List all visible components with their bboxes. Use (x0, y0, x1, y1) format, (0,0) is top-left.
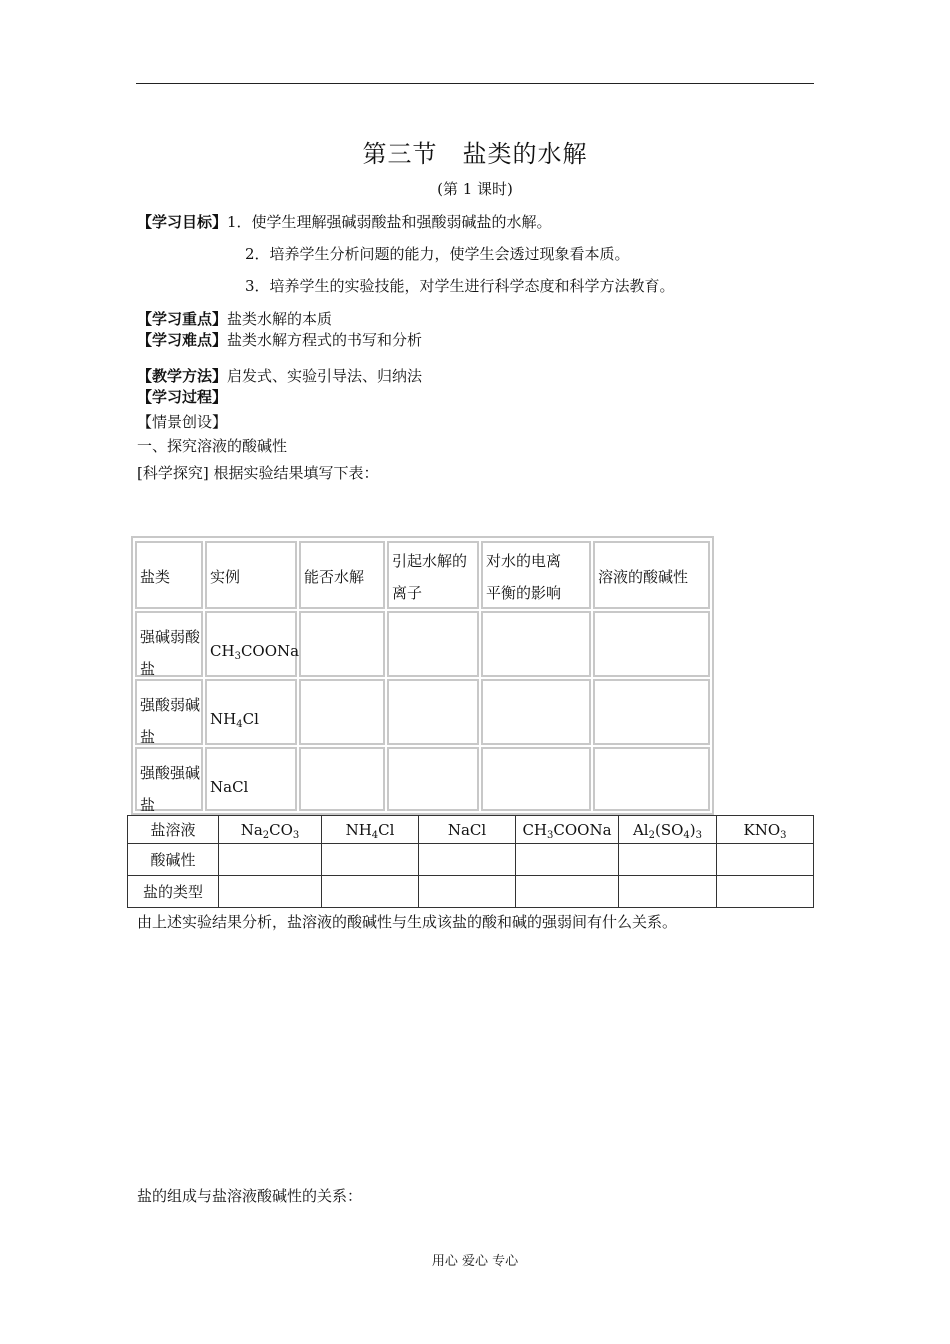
page-title: 第三节 盐类的水解 (362, 140, 588, 168)
objective-2: 2．培养学生分析问题的能力，使学生会透过现象看本质。 (245, 245, 630, 263)
header-rule (136, 83, 814, 84)
table2-salt-cell: $Na_2CO_3$ (219, 816, 322, 844)
table1-example-cell: NaCl (205, 747, 297, 811)
table1-blank-cell[interactable] (299, 679, 385, 745)
method-text: 启发式、实验引导法、归纳法 (227, 367, 423, 385)
table2-salt-cell: $KNO_3$ (717, 816, 814, 844)
difficulty-label: 【学习难点】 (137, 331, 228, 349)
table1-header-cell: 对水的电离 平衡的影响 (481, 541, 591, 609)
table2-row-label: 酸碱性 (128, 844, 219, 876)
section-1-instruction: [科学探究] 根据实验结果填写下表： (137, 464, 379, 482)
table1-blank-cell[interactable] (593, 747, 710, 811)
table1-header-cell: 引起水解的 离子 (387, 541, 479, 609)
table2-row-label: 盐的类型 (128, 876, 219, 908)
table1-blank-cell[interactable] (481, 747, 591, 811)
table2-salt-cell: NaCl (419, 816, 516, 844)
method-line (137, 365, 422, 386)
table2-blank-cell[interactable] (322, 876, 419, 908)
table1-type-cell: 强酸强碱 盐 (135, 747, 203, 811)
table2-row-salt-type (128, 876, 814, 908)
table1-blank-cell[interactable] (299, 747, 385, 811)
table1-blank-cell[interactable] (387, 611, 479, 677)
objectives-line-1 (137, 211, 552, 232)
table2-blank-cell[interactable] (717, 844, 814, 876)
objective-1: 1．使学生理解强碱弱酸盐和强酸弱碱盐的水解。 (227, 213, 552, 231)
table1-header-cell: 实例 (205, 541, 297, 609)
table2-blank-cell[interactable] (717, 876, 814, 908)
table1-example-cell: $CH_3COONa$ (205, 611, 297, 677)
focus-line (137, 308, 332, 329)
table1-blank-cell[interactable] (387, 679, 479, 745)
analysis-question: 由上述实验结果分析，盐溶液的酸碱性与生成该盐的酸和碱的强弱间有什么关系。 (137, 913, 678, 931)
page-footer: 用心 爱心 专心 (431, 1254, 519, 1269)
table1-blank-cell[interactable] (593, 679, 710, 745)
table2-blank-cell[interactable] (516, 844, 619, 876)
focus-text: 盐类水解的本质 (227, 310, 333, 328)
salt-hydrolysis-table (131, 536, 714, 815)
scenario-label: 【情景创设】 (137, 413, 228, 431)
section-1-heading: 一、探究溶液的酸碱性 (137, 437, 288, 455)
table2-blank-cell[interactable] (322, 844, 419, 876)
table2-blank-cell[interactable] (219, 876, 322, 908)
relation-prompt: 盐的组成与盐溶液酸碱性的关系： (137, 1187, 363, 1205)
salt-solution-table (127, 815, 814, 908)
table1-blank-cell[interactable] (481, 611, 591, 677)
table1-blank-cell[interactable] (387, 747, 479, 811)
table2-blank-cell[interactable] (619, 844, 717, 876)
process-label: 【学习过程】 (137, 388, 228, 406)
table2-blank-cell[interactable] (619, 876, 717, 908)
table2-row-label: 盐溶液 (128, 816, 219, 844)
objectives-label: 【学习目标】 (137, 213, 228, 231)
table1-blank-cell[interactable] (481, 679, 591, 745)
table2-blank-cell[interactable] (219, 844, 322, 876)
table2-salt-cell: $CH_3COONa$ (516, 816, 619, 844)
table1-example-cell: $NH_4Cl$ (205, 679, 297, 745)
table2-salt-cell: $NH_4Cl$ (322, 816, 419, 844)
table1-type-cell: 强酸弱碱 盐 (135, 679, 203, 745)
table1-type-cell: 强碱弱酸 盐 (135, 611, 203, 677)
focus-label: 【学习重点】 (137, 310, 228, 328)
table2-row-acidity (128, 844, 814, 876)
table1-header-cell: 能否水解 (299, 541, 385, 609)
table1-blank-cell[interactable] (299, 611, 385, 677)
objective-3: 3．培养学生的实验技能，对学生进行科学态度和科学方法教育。 (245, 277, 675, 295)
page-subtitle: (第 1 课时) (437, 180, 513, 198)
table2-salt-cell: $Al_2(SO_4)_3$ (619, 816, 717, 844)
table2-blank-cell[interactable] (516, 876, 619, 908)
table2-blank-cell[interactable] (419, 844, 516, 876)
table1-blank-cell[interactable] (593, 611, 710, 677)
difficulty-line (137, 329, 422, 350)
difficulty-text: 盐类水解方程式的书写和分析 (227, 331, 423, 349)
table1-header-cell: 溶液的酸碱性 (593, 541, 710, 609)
table2-header-row (128, 816, 814, 844)
table1-header-cell: 盐类 (135, 541, 203, 609)
table2-blank-cell[interactable] (419, 876, 516, 908)
method-label: 【教学方法】 (137, 367, 228, 385)
